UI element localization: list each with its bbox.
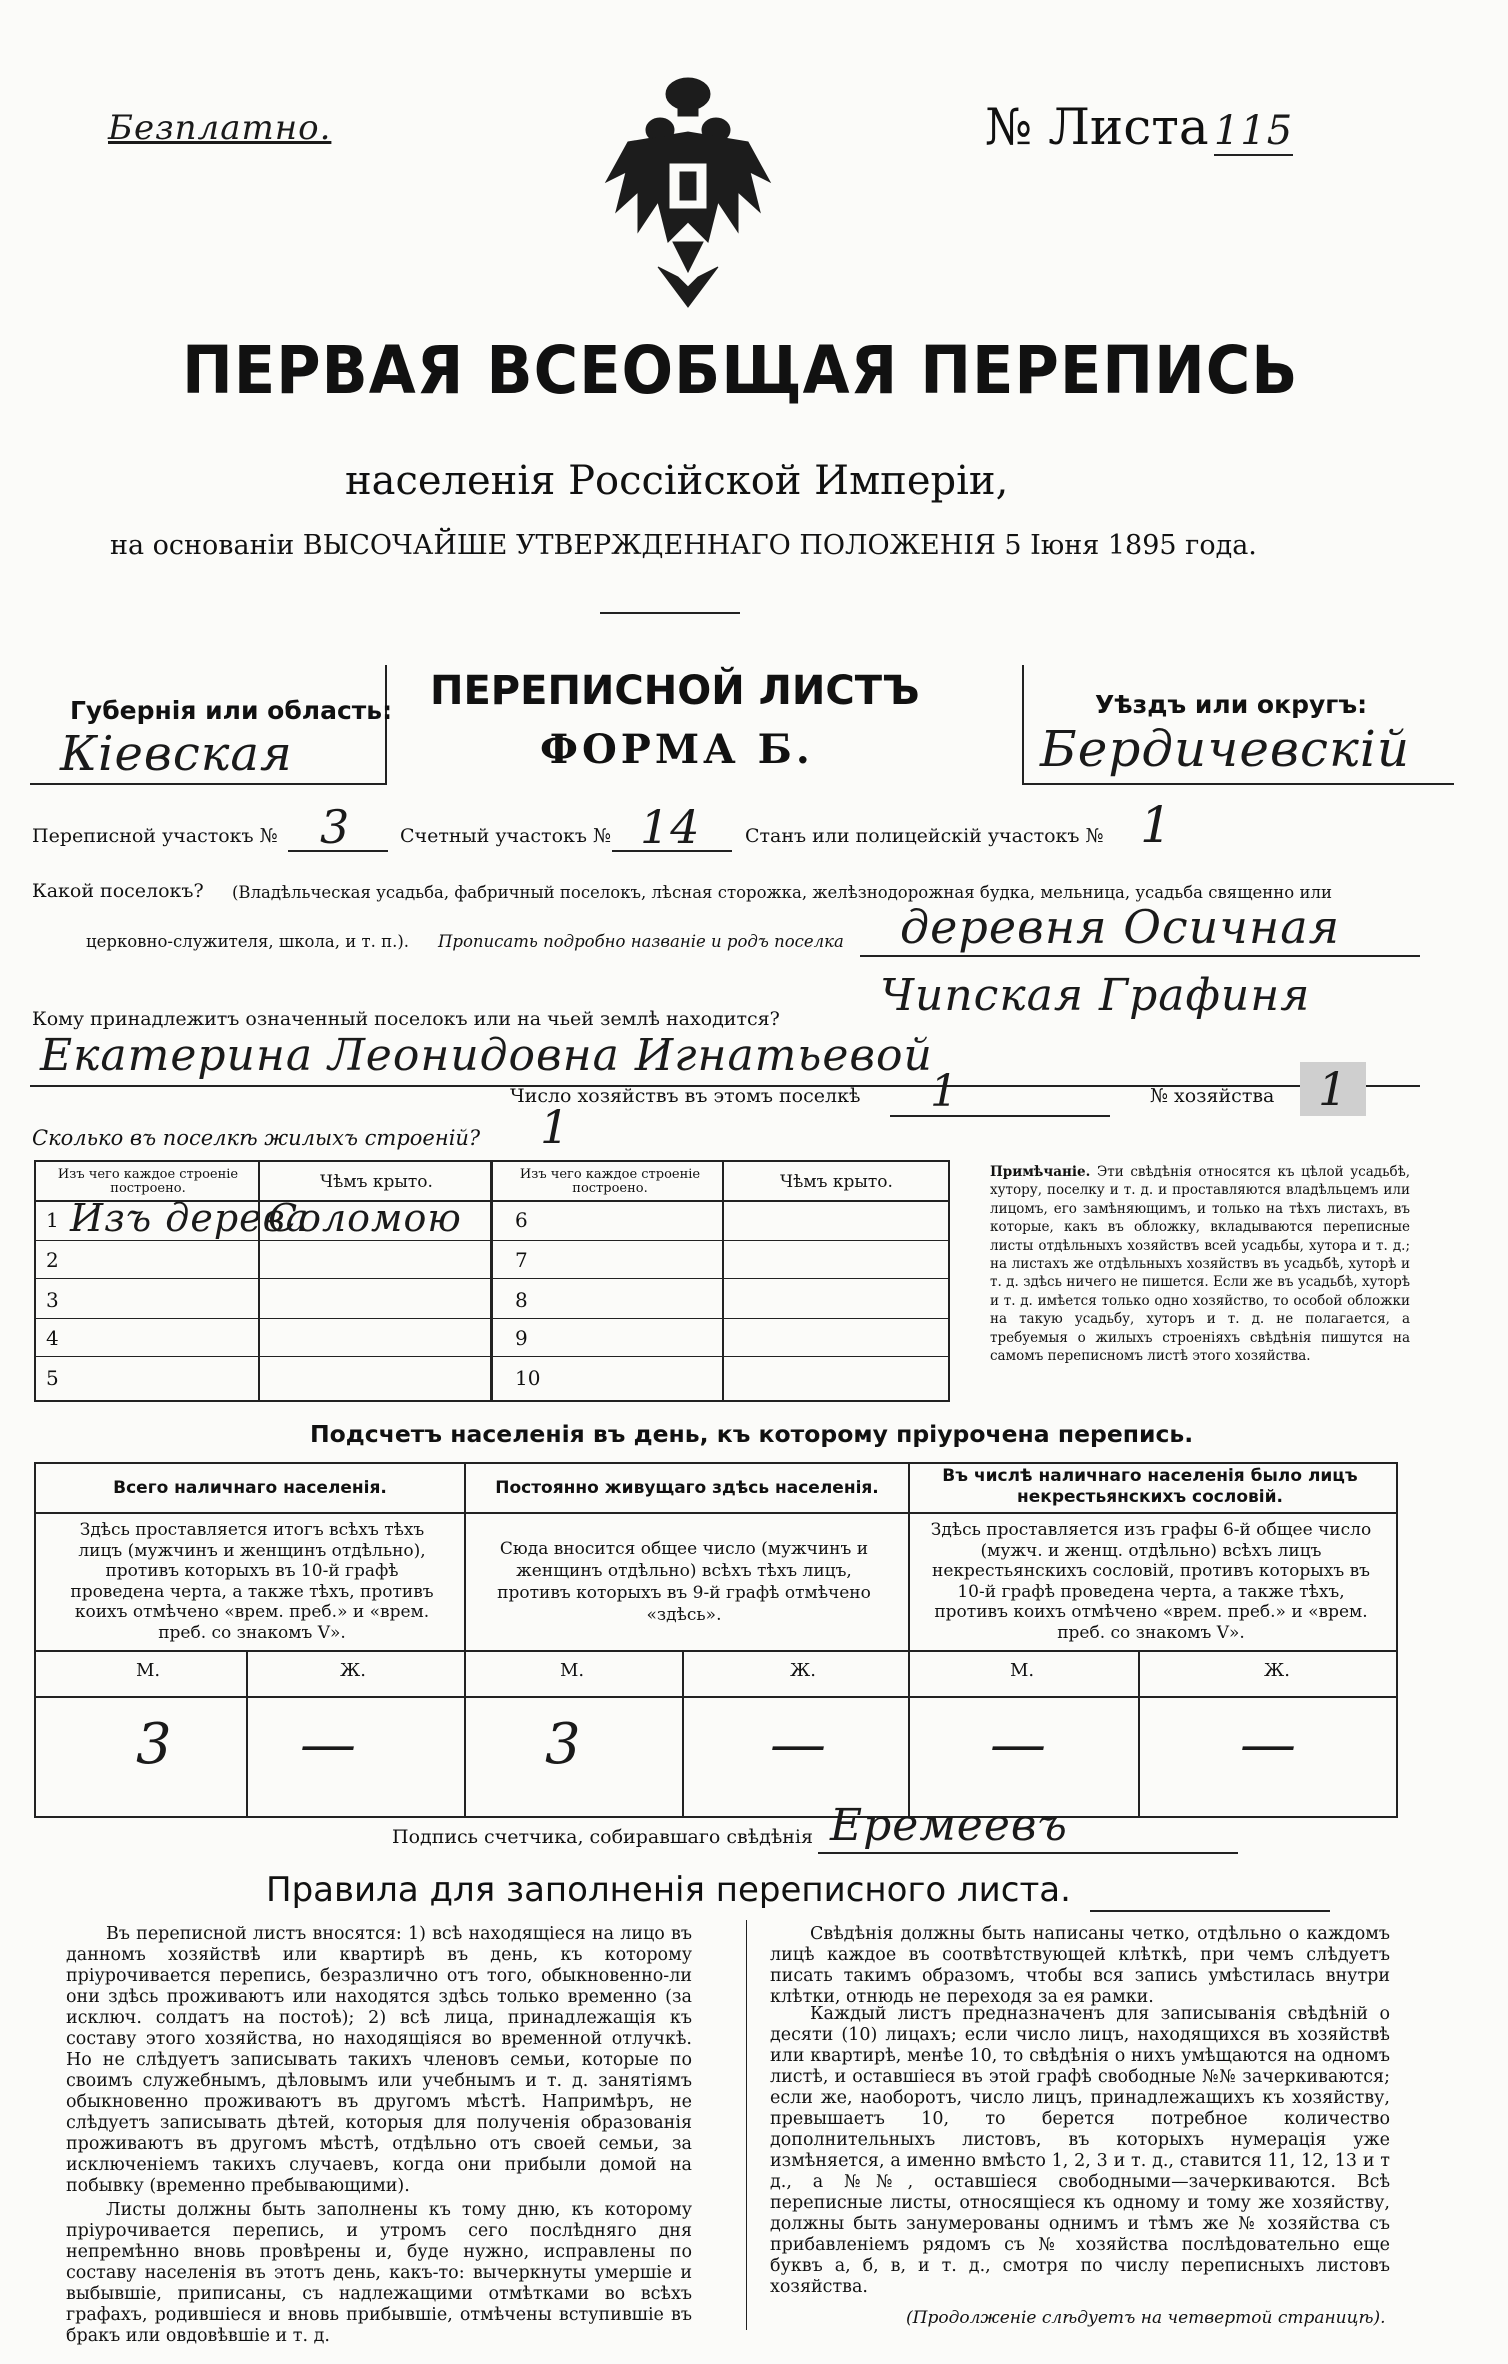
population-col1-title: Всего наличнаго населенія. — [113, 1478, 387, 1498]
census-district-value[interactable]: 3 — [320, 800, 351, 854]
household-no-value[interactable]: 1 — [1300, 1062, 1366, 1116]
buildings-row-number: 1 — [46, 1208, 59, 1232]
households-line — [890, 1115, 1110, 1117]
population-col-rule — [908, 1462, 910, 1816]
population-col1-text: Здѣсь проставляется итогъ всѣхъ тѣхъ лицъ (мужчинъ и женщинъ отдѣльно), противъ которыхъ въ 10-й графѣ проведена черта, а также тѣхъ, противъ коихъ отмѣчено «врем. преб.» и «врем. преб. со знакомъ V». — [70, 1520, 434, 1643]
owner-value-1[interactable]: Чипская Графиня — [880, 970, 1311, 1021]
buildings-table-mid — [490, 1160, 493, 1400]
owner-label: Кому принадлежитъ означенный поселокъ или на чьей землѣ находится? — [32, 1008, 780, 1030]
population-mf-rule — [34, 1650, 1396, 1652]
buildings-row-number: 8 — [515, 1288, 528, 1312]
rules-right-p1: Свѣдѣнія должны быть написаны четко, отдѣльно о каждомъ лицѣ каждое въ соотвѣтствующей клѣткѣ, при чемъ слѣдуетъ писать такимъ образомъ, чтобы вся запись умѣстилась внутри клѣтки, отнюдь не переходя за ея рамки. — [770, 1924, 1390, 2007]
population-col3-text: Здѣсь проставляется изъ графы 6-й общее число (мужч. и женщ. отдѣльно) всѣхъ лицъ некрестьянскихъ сословій, противъ которыхъ въ 10-й графѣ проведена черта, а также тѣхъ, противъ коихъ отмѣчено «врем. преб.» и «врем. преб. со знакомъ V». — [930, 1520, 1372, 1643]
rules-heading: Правила для заполненія переписного листа. — [266, 1870, 1071, 1910]
sheet-number-label: № Листа — [985, 98, 1209, 156]
note-block — [990, 1163, 1410, 1365]
buildings-row-rule — [492, 1278, 948, 1279]
buildings-row-number: 7 — [515, 1248, 528, 1272]
sheet-number — [985, 98, 1293, 156]
population-col2-f[interactable]: — — [770, 1712, 827, 1777]
buildings-row-rule — [492, 1240, 948, 1241]
population-col-rule — [464, 1462, 466, 1816]
page-subtitle: населенія Россійской Имперіи, — [345, 458, 1009, 504]
note-title: Примѣчаніе. — [990, 1164, 1091, 1180]
buildings-row-rule — [34, 1318, 490, 1319]
population-values-rule — [34, 1696, 1396, 1698]
buildings-row-number: 10 — [515, 1366, 541, 1390]
buildings-value[interactable]: 1 — [540, 1100, 571, 1154]
rules-right-p2: Каждый листъ предназначенъ для записыванія свѣдѣній о десяти (10) лицахъ; если число лицъ, находящихся въ хозяйствѣ или квартирѣ, менѣе 10, то свѣдѣнія о нихъ умѣщаются на одномъ листѣ, и оставшіеся въ этой графѣ свободные №№ зачеркиваются; если же, наоборотъ, число лицъ, принадлежащихъ къ хозяйству, превышаетъ 10, то берется потребное количество дополнительныхъ листовъ, въ которыхъ нумерація уже измѣняется, а именно вмѣсто 1, 2, 3 и т. д., ставится 11, 12, 13 и т д., а №№, оставшіеся свободными—зачеркиваются. Всѣ переписные листы, относящіеся къ одному и тому же хозяйству, должны быть занумерованы однимъ и тѣмъ же № хозяйства съ прибавленіемъ рядомъ съ № хозяйства послѣдовательно еще буквъ а, б, в, и т. д., смотря по числу переписныхъ листовъ хозяйства. — [770, 2004, 1390, 2297]
population-heading: Подсчетъ населенія въ день, къ которому пріурочена перепись. — [310, 1420, 1194, 1448]
stan-label: Станъ или полицейскій участокъ № — [745, 825, 1104, 847]
note-text: Эти свѣдѣнія относятся къ цѣлой усадьбѣ, хутору, поселку и т. д. и проставляются владѣльцемъ или лицомъ, его замѣняющимъ, и только на тѣхъ листахъ, въ которые, какъ въ обложку, вкладываются переписные листы отдѣльныхъ хозяйствъ всей усадьбы, хутора и т. д.; на листахъ же отдѣльныхъ хозяйствъ въ усадьбѣ, хуторѣ и т. д. здѣсь ничего не пишется. Если же въ усадьбѣ, хуторѣ и т. д. имѣется только одно хозяйство, то особой обложки на такую усадьбу, хуторъ и т. д. не полагается, а требуемыя о жилыхъ строеніяхъ свѣдѣнія пишутся на самомъ переписномъ листѣ этого хозяйства. — [990, 1164, 1411, 1365]
census-district-label: Переписной участокъ № — [32, 825, 278, 847]
population-title-rule — [34, 1512, 1396, 1514]
settlement-hint-italic: Прописать подробно названіе и родъ поселка — [438, 932, 844, 951]
signature-line — [818, 1852, 1238, 1854]
population-col1-m[interactable]: 3 — [136, 1712, 173, 1777]
settlement-hint: (Владѣльческая усадьба, фабричный поселокъ, лѣсная сторожка, желѣзнодорожная будка, мельница, усадьба священно или — [232, 883, 1332, 902]
buildings-label: Сколько въ поселкѣ жилыхъ строеній? — [32, 1126, 481, 1150]
population-col3-title: Въ числѣ наличнаго населенія было лицъ некрестьянскихъ сословій. — [942, 1466, 1358, 1507]
buildings-row-rule — [34, 1356, 490, 1357]
population-col3-f[interactable]: — — [1240, 1712, 1297, 1777]
buildings-col-material-right: Изъ чего каждое строеніе построено. — [519, 1167, 701, 1196]
population-col2-title: Постоянно живущаго здѣсь населенія. — [495, 1478, 879, 1498]
buildings-row-rule — [34, 1240, 490, 1241]
free-label: Безплатно. — [108, 108, 332, 148]
header-divider — [600, 612, 740, 614]
form-subtitle: ФОРМА Б. — [540, 726, 814, 773]
buildings-col-roof-left: Чѣмъ крыто. — [320, 1172, 433, 1192]
buildings-row-number: 3 — [46, 1288, 59, 1312]
census-district-line — [288, 850, 388, 852]
stan-value[interactable]: 1 — [1140, 796, 1173, 854]
rules-column-divider — [746, 1920, 747, 2330]
settlement-label: Какой поселокъ? — [32, 880, 204, 902]
buildings-row-number: 9 — [515, 1326, 528, 1350]
gubernia-label: Губернія или область: — [70, 696, 393, 725]
population-f-label: Ж. — [790, 1660, 816, 1681]
count-district-value[interactable]: 14 — [640, 800, 701, 854]
population-m-label: М. — [560, 1660, 585, 1681]
population-col2-text: Сюда вносится общее число (мужчинъ и женщинъ отдѣльно) всѣхъ тѣхъ лицъ, противъ которыхъ въ 9-й графѣ отмѣчено «здѣсь». — [497, 1539, 871, 1625]
sheet-number-value: 115 — [1213, 108, 1294, 154]
buildings-row-number: 4 — [46, 1326, 59, 1350]
households-value[interactable]: 1 — [930, 1066, 959, 1117]
population-f-label: Ж. — [340, 1660, 366, 1681]
rules-continuation: (Продолженіе слѣдуетъ на четвертой страницѣ). — [906, 2308, 1386, 2328]
buildings-row-number: 2 — [46, 1248, 59, 1272]
population-col3-m[interactable]: — — [990, 1712, 1047, 1777]
population-mf-split — [682, 1650, 684, 1816]
rules-left-p1: Въ переписной листъ вносятся: 1) всѣ находящіеся на лицо въ данномъ хозяйствѣ или квартирѣ въ день, къ которому пріурочивается перепись, безразлично отъ того, обыкновенно-ли они здѣсь проживаютъ или находятся здѣсь только временно (за исключ. солдатъ на постоѣ); 2) всѣ лица, принадлежащія къ составу этого хозяйства, но находящіяся во временной отлучкѣ. Но не слѣдуетъ записывать такихъ членовъ семьи, которые по своимъ служебнымъ, дѣловымъ или учебнымъ и т. д. занятіямъ обыкновенно проживаютъ въ другомъ мѣстѣ. Напримѣръ, не слѣдуетъ записывать дѣтей, которыя для полученія образованія проживаютъ въ другомъ мѣстѣ, отдѣльно отъ своей семьи, за исключеніемъ такихъ случаевъ, когда они прибыли домой на побывку (временно пребывающими). — [66, 1924, 692, 2196]
gubernia-value[interactable]: Кіевская — [60, 726, 293, 782]
buildings-row-rule — [34, 1278, 490, 1279]
imperial-eagle-icon — [598, 72, 778, 312]
basis-line: на основаніи ВЫСОЧАЙШЕ УТВЕРЖДЕННАГО ПОЛОЖЕНІЯ 5 Іюня 1895 года. — [110, 530, 1257, 561]
buildings-row-rule — [492, 1356, 948, 1357]
population-mf-split — [246, 1650, 248, 1816]
buildings-col-roof-right: Чѣмъ крыто. — [780, 1172, 893, 1192]
settlement-line — [860, 955, 1420, 957]
page-title: ПЕРВАЯ ВСЕОБЩАЯ ПЕРЕПИСЬ — [182, 332, 1299, 409]
population-col1-f[interactable]: — — [300, 1712, 357, 1777]
population-col2-m[interactable]: 3 — [545, 1712, 582, 1777]
signature-label: Подпись счетчика, собиравшаго свѣдѣнія — [392, 1826, 813, 1848]
count-district-line — [612, 850, 732, 852]
household-no-label: № хозяйства — [1150, 1085, 1275, 1107]
buildings-row-number: 5 — [46, 1366, 59, 1390]
uezd-value[interactable]: Бердичевскій — [1040, 720, 1411, 778]
form-title: ПЕРЕПИСНОЙ ЛИСТЪ — [430, 668, 920, 714]
uezd-label: Уѣздъ или округъ: — [1095, 690, 1368, 719]
buildings-table-col-right — [722, 1160, 724, 1400]
population-m-label: М. — [136, 1660, 161, 1681]
population-m-label: М. — [1010, 1660, 1035, 1681]
buildings-row-rule — [492, 1318, 948, 1319]
settlement-value[interactable]: деревня Осичная — [900, 900, 1341, 954]
count-district-label: Счетный участокъ № — [400, 825, 611, 847]
population-mf-split — [1138, 1650, 1140, 1816]
households-label: Число хозяйствъ въ этомъ поселкѣ — [510, 1085, 861, 1107]
buildings-row-number: 6 — [515, 1208, 528, 1232]
rules-left-p2: Листы должны быть заполнены къ тому дню, къ которому пріурочивается перепись, и утромъ сего послѣдняго дня непремѣнно вновь провѣрены и, буде нужно, исправлены по составу населенія въ этотъ день, какъ-то: вычеркнуты умершіе и выбывшіе, приписаны, съ надлежащими отмѣтками во всѣхъ графахъ, родившіеся и вновь прибывшіе, отмѣчены вступившіе въ бракъ или овдовѣвшіе и т. д. — [66, 2200, 692, 2346]
signature-value[interactable]: Еремеевъ — [830, 1800, 1068, 1851]
population-f-label: Ж. — [1264, 1660, 1290, 1681]
owner-value-2[interactable]: Екатерина Леонидовна Игнатьевой — [40, 1030, 933, 1081]
buildings-row-material[interactable]: Изъ дерева — [70, 1196, 310, 1240]
buildings-row-roof[interactable]: Соломою — [268, 1196, 462, 1240]
settlement-hint-2: церковно-служителя, школа, и т. п.). — [86, 932, 410, 951]
buildings-col-material-left: Изъ чего каждое строеніе построено. — [57, 1167, 239, 1196]
rules-heading-underline — [1090, 1910, 1330, 1912]
